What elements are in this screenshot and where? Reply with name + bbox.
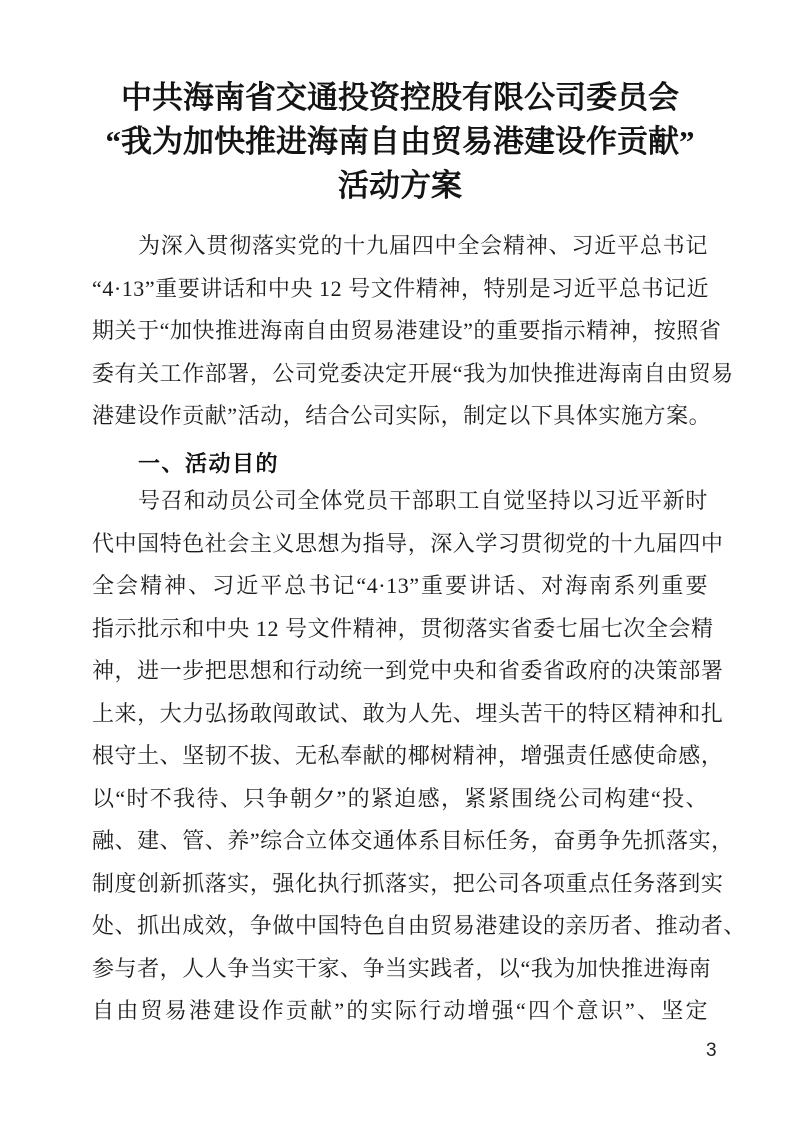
document-title xyxy=(0,76,800,208)
intro-paragraph xyxy=(92,225,734,438)
text-line: 处、抓出成效，争做中国特色自由贸易港建设的亲历者、推动者、 xyxy=(92,913,746,938)
text-line: 融、建、管、养”综合立体交通体系目标任务，奋勇争先抓落实， xyxy=(92,828,734,853)
text-line: “4·13”重要讲话和中央 12 号文件精神，特别是习近平总书记近 xyxy=(92,275,710,301)
text-line: 指示批示和中央 12 号文件精神，贯彻落实省委七届七次全会精 xyxy=(92,615,714,641)
page-number: 3 xyxy=(706,1040,717,1061)
text-line: 自由贸易港建设作贡献”的实际行动增强“四个意识”、坚定 xyxy=(92,998,708,1023)
section-heading: 一、活动目的 xyxy=(138,451,280,476)
text-line: 参与者，人人争当实干家、争当实践者，以“我为加快推进海南 xyxy=(92,955,712,981)
text-line: 期关于“加快推进海南自由贸易港建设”的重要指示精神，按照省 xyxy=(92,318,722,343)
text-line: 制度创新抓落实，强化执行抓落实，把公司各项重点任务落到实 xyxy=(92,870,724,896)
title-line-3: 活动方案 xyxy=(338,168,462,203)
text-line: 上来，大力弘扬敢闯敢试、敢为人先、埋头苦干的特区精神和扎 xyxy=(92,700,724,726)
text-line: 号召和动员公司全体党员干部职工自觉坚持以习近平新时 xyxy=(138,488,708,513)
text-line: 代中国特色社会主义思想为指导，深入学习贯彻党的十九届四中 xyxy=(92,530,724,556)
text-line: 委有关工作部署，公司党委决定开展“我为加快推进海南自由贸易 xyxy=(92,360,734,386)
text-line: 为深入贯彻落实党的十九届四中全会精神、习近平总书记 xyxy=(138,233,708,258)
text-line: 以“时不我待、只争朝夕”的紧迫感，紧紧围绕公司构建“投、 xyxy=(92,785,708,811)
title-line-1: 中共海南省交通投资控股有限公司委员会 xyxy=(121,80,679,115)
text-line: 根守土、坚韧不拔、无私奉献的椰树精神，增强责任感使命感， xyxy=(92,743,724,768)
text-line: 港建设作贡献”活动，结合公司实际，制定以下具体实施方案。 xyxy=(92,403,712,428)
text-line: 全会精神、习近平总书记“4·13”重要讲话、对海南系列重要 xyxy=(92,573,708,598)
section-paragraph xyxy=(92,480,746,1033)
text-line: 神，进一步把思想和行动统一到党中央和省委省政府的决策部署 xyxy=(92,658,724,683)
title-line-2: “我为加快推进海南自由贸易港建设作贡献” xyxy=(105,124,695,159)
